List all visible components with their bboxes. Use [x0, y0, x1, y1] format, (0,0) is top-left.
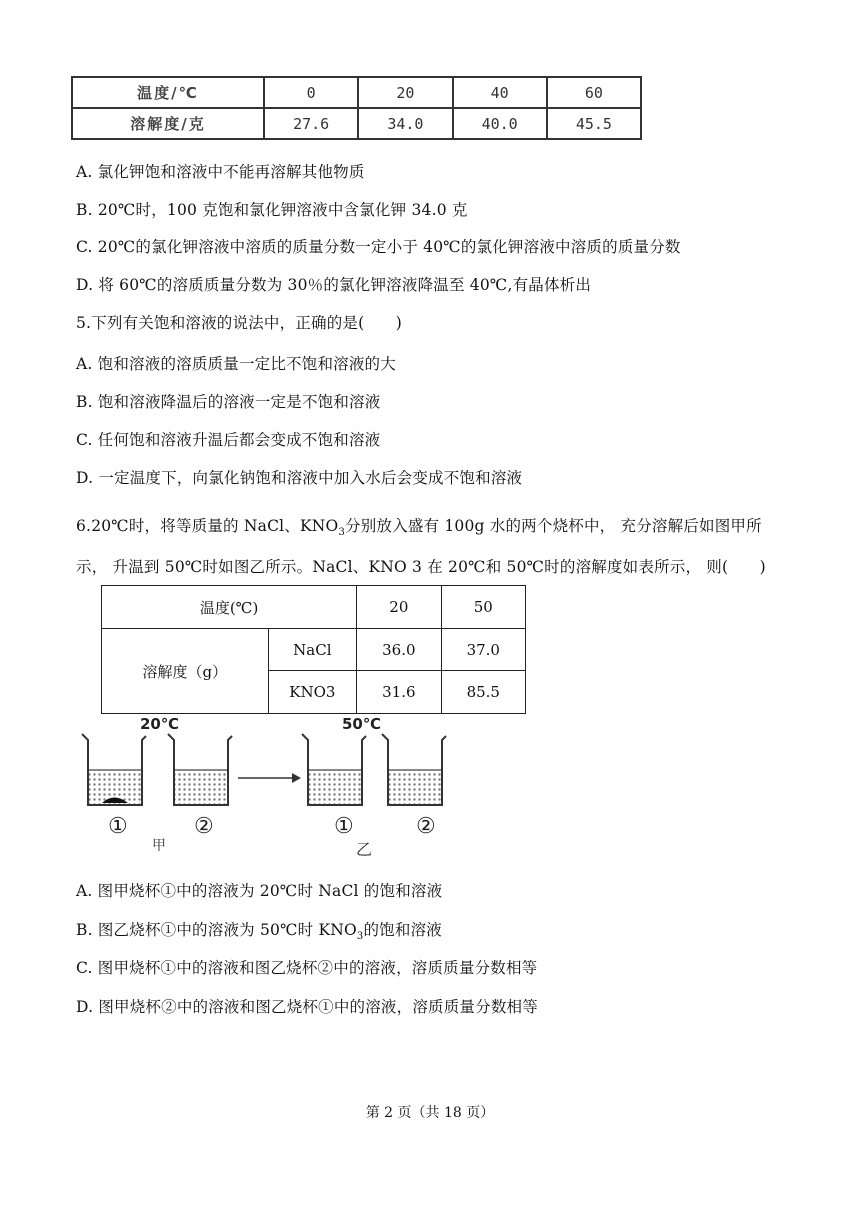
table-header-cell: 50 [441, 586, 525, 629]
q6-option-b [76, 918, 442, 942]
temp-label-50: 50℃ [342, 715, 382, 733]
table-header-cell: 温度/℃ [72, 77, 264, 108]
table-cell: 40 [453, 77, 547, 108]
table-row [72, 77, 641, 108]
beaker-label: ② [416, 814, 436, 839]
table-cell: 60 [547, 77, 641, 108]
table-row [102, 629, 526, 671]
table-cell: 40.0 [453, 108, 547, 139]
temp-label-20: 20℃ [140, 715, 180, 733]
table-cell: NaCl [268, 629, 357, 671]
arrow-right-icon [238, 773, 301, 783]
beaker-icon [82, 734, 146, 805]
solubility-table-kcl [71, 76, 642, 140]
q4-option-b: B. 20℃时，100 克饱和氯化钾溶液中含氯化钾 34.0 克 [76, 201, 468, 219]
q6-stem-text: 分别放入盛有 100g 水的两个烧杯中， 充分溶解后如图甲所 [345, 517, 762, 535]
table-cell: 34.0 [358, 108, 452, 139]
q4-option-d: D. 将 60℃的溶质质量分数为 30％的氯化钾溶液降温至 40℃,有晶体析出 [76, 276, 592, 294]
q4-option-c: C. 20℃的氯化钾溶液中溶质的质量分数一定小于 40℃的氯化钾溶液中溶质的质量分数 [76, 238, 681, 256]
table-cell: 27.6 [264, 108, 358, 139]
option-text: 的饱和溶液 [363, 921, 442, 939]
table-cell: 0 [264, 77, 358, 108]
page-footer: 第 2 页（共 18 页） [365, 1105, 495, 1121]
table-cell: 85.5 [441, 671, 525, 714]
q6-option-d: D. 图甲烧杯②中的溶液和图乙烧杯①中的溶液，溶质质量分数相等 [76, 998, 538, 1016]
subscript: 3 [356, 931, 364, 943]
q6-stem-line1 [76, 514, 762, 538]
q4-option-a: A. 氯化钾饱和溶液中不能再溶解其他物质 [76, 163, 365, 181]
solubility-table-nacl-kno3 [101, 585, 526, 714]
figure-caption-yi: 乙 [356, 840, 373, 859]
table-cell: KNO3 [268, 671, 357, 714]
beaker-label: ① [108, 814, 128, 839]
table-row [72, 108, 641, 139]
table-header-cell: 温度(℃) [102, 586, 357, 629]
table-cell: 37.0 [441, 629, 525, 671]
table-row [102, 586, 526, 629]
q6-option-a: A. 图甲烧杯①中的溶液为 20℃时 NaCl 的饱和溶液 [76, 882, 443, 900]
table-cell: 31.6 [357, 671, 441, 714]
q5-stem: 5.下列有关饱和溶液的说法中，正确的是( ) [76, 314, 402, 332]
beaker-label: ② [194, 814, 214, 839]
q6-option-c: C. 图甲烧杯①中的溶液和图乙烧杯②中的溶液，溶质质量分数相等 [76, 959, 538, 977]
q6-stem-text: 6.20℃时，将等质量的 NaCl、KNO [76, 517, 339, 535]
q5-option-a: A. 饱和溶液的溶质质量一定比不饱和溶液的大 [76, 355, 396, 373]
beaker-label: ① [334, 814, 354, 839]
q5-option-d: D. 一定温度下，向氯化钠饱和溶液中加入水后会变成不饱和溶液 [76, 469, 523, 487]
q5-option-c: C. 任何饱和溶液升温后都会变成不饱和溶液 [76, 431, 381, 449]
table-cell: 20 [358, 77, 452, 108]
beaker-figure [72, 712, 472, 862]
table-header-cell: 溶解度（g） [102, 629, 269, 714]
figure-caption-jia: 甲 [152, 838, 166, 854]
q5-option-b: B. 饱和溶液降温后的溶液一定是不饱和溶液 [76, 393, 381, 411]
beaker-icon [382, 734, 446, 805]
q6-stem-line2: 示， 升温到 50℃时如图乙所示。NaCl、KNO 3 在 20℃和 50℃时的溶解度如表所示， 则( ) [76, 558, 766, 576]
table-header-cell: 溶解度/克 [72, 108, 264, 139]
option-text: B. 图乙烧杯①中的溶液为 50℃时 KNO [76, 921, 357, 939]
subscript: 3 [338, 527, 346, 539]
beaker-icon [302, 734, 366, 805]
beaker-icon [168, 734, 232, 805]
table-cell: 45.5 [547, 108, 641, 139]
table-header-cell: 20 [357, 586, 441, 629]
table-cell: 36.0 [357, 629, 441, 671]
